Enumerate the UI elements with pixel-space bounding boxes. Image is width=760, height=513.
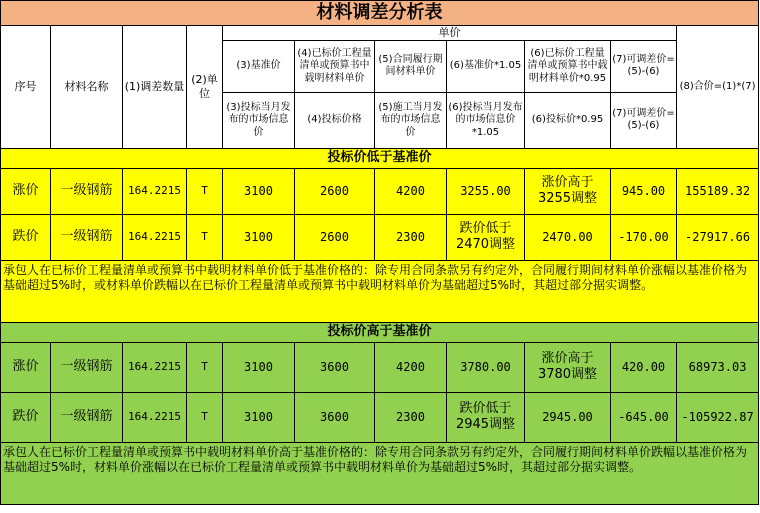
cell-unit: T [187,214,223,260]
cell-current: 2300 [375,392,447,442]
header-bid-x095: (6)投标价*0.95 [525,92,611,148]
cell-bid: 2600 [295,214,375,260]
cell-threshold-a: 跌价低于2470调整 [447,214,525,260]
cell-diff: -645.00 [611,392,677,442]
cell-bid: 3600 [295,342,375,392]
cell-bid: 3600 [295,392,375,442]
header-listed-price: (4)已标价工程量清单或预算书中载明材料单价 [295,40,375,92]
cell-bid: 2600 [295,168,375,214]
cell-diff: -170.00 [611,214,677,260]
cell-unit: T [187,342,223,392]
cell-qty: 164.2215 [123,392,187,442]
cell-total: 68973.03 [677,342,759,392]
header-adjustable-diff: (7)可调差价=(5)-(6) [611,40,677,92]
cell-unit: T [187,392,223,442]
table-row [1,342,759,392]
cell-base: 3100 [223,392,295,442]
section-title-high: 投标价高于基准价 [1,322,759,342]
cell-type: 跌价 [1,214,51,260]
cell-qty: 164.2215 [123,214,187,260]
header-unit: (2)单位 [187,26,223,149]
cell-threshold-a: 3255.00 [447,168,525,214]
header-material: 材料名称 [51,26,123,149]
cell-base: 3100 [223,168,295,214]
table-title: 材料调差分析表 [1,1,759,26]
cell-threshold-b: 涨价高于3780调整 [525,342,611,392]
header-bid-month-info-price: (3)投标当月发布的市场信息价 [223,92,295,148]
cell-diff: 945.00 [611,168,677,214]
cell-material: 一级钢筋 [51,392,123,442]
cell-threshold-b: 2945.00 [525,392,611,442]
cell-diff: 420.00 [611,342,677,392]
cell-type: 涨价 [1,168,51,214]
cell-base: 3100 [223,342,295,392]
header-listed-x095: (6)已标价工程量清单或预算书中载明材料单价*0.95 [525,40,611,92]
cell-current: 2300 [375,214,447,260]
header-qty: (1)调差数量 [123,26,187,149]
table-row [1,168,759,214]
cell-unit: T [187,168,223,214]
cell-total: -27917.66 [677,214,759,260]
cell-total: -105922.87 [677,392,759,442]
header-total: (8)合价=(1)*(7) [677,26,759,149]
cell-threshold-b: 2470.00 [525,214,611,260]
header-info-price-x105: (6)投标当月发布的市场信息价*1.05 [447,92,525,148]
header-seq: 序号 [1,26,51,149]
header-bid-price: (4)投标价格 [295,92,375,148]
header-price-group: 单价 [223,26,677,41]
table-row [1,392,759,442]
cell-current: 4200 [375,342,447,392]
table-row [1,214,759,260]
cell-material: 一级钢筋 [51,342,123,392]
cell-threshold-b: 涨价高于3255调整 [525,168,611,214]
note-low: 承包人在已标价工程量清单或预算书中载明材料单价低于基准价格的：除专用合同条款另有约定外，合同履行期间材料单价涨幅以基准价格为基础超过5%时，或材料单价跌幅以在已标价工程量清单或预算书中载明材料单价为基础超过5%时，其超过部分据实调整。 [1,260,759,322]
cell-qty: 164.2215 [123,342,187,392]
cell-total: 155189.32 [677,168,759,214]
cell-type: 跌价 [1,392,51,442]
section-title-low: 投标价低于基准价 [1,148,759,168]
cell-threshold-a: 3780.00 [447,342,525,392]
cell-base: 3100 [223,214,295,260]
cell-type: 涨价 [1,342,51,392]
header-adjustable-diff-2: (7)可调差价=(5)-(6) [611,92,677,148]
cell-material: 一级钢筋 [51,214,123,260]
cell-qty: 164.2215 [123,168,187,214]
header-construction-month-price: (5)施工当月发布的市场信息价 [375,92,447,148]
header-base-price: (3)基准价 [223,40,295,92]
cell-material: 一级钢筋 [51,168,123,214]
cell-current: 4200 [375,168,447,214]
note-high: 承包人在已标价工程量清单或预算书中载明材料单价高于基准价格的：除专用合同条款另有约定外，合同履行期间材料单价跌幅以基准价格为基础超过5%时，材料单价涨幅以在已标价工程量清单或预算书中载明材料单价为基础超过5%时，其超过部分据实调整。 [1,442,759,504]
header-contract-price: (5)合同履行期间材料单价 [375,40,447,92]
cell-threshold-a: 跌价低于2945调整 [447,392,525,442]
header-base-x105: (6)基准价*1.05 [447,40,525,92]
